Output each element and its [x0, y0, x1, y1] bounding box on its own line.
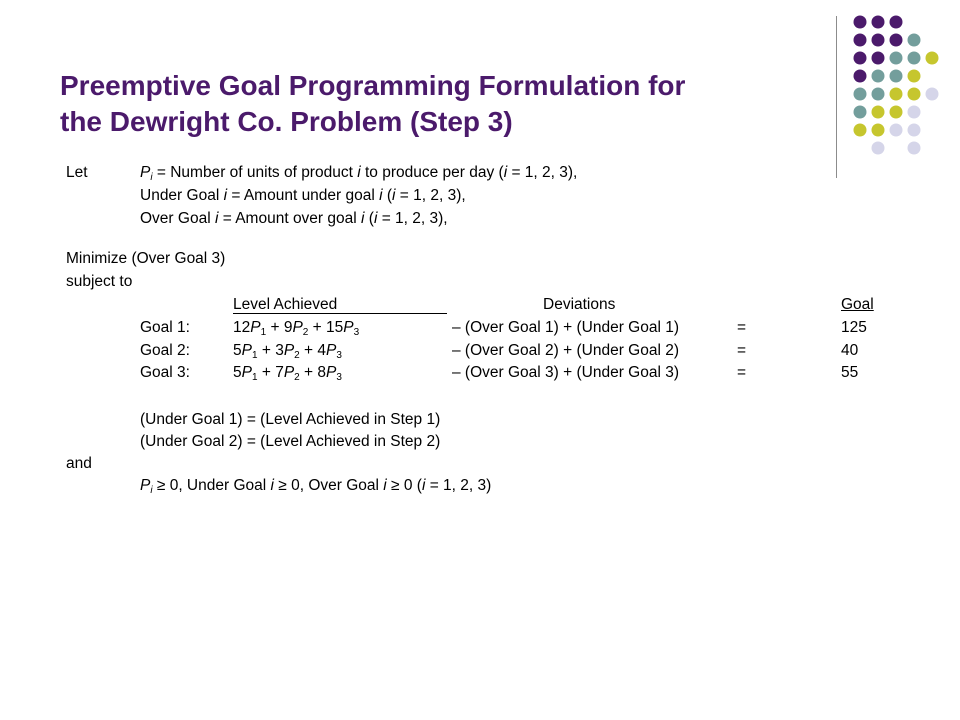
coef: 12: [233, 319, 251, 336]
decorative-dot: [872, 88, 885, 101]
coef: + 9: [266, 319, 293, 336]
coef: + 4: [299, 342, 327, 359]
decorative-dot: [854, 106, 867, 119]
level-achieved-expression: [233, 319, 359, 337]
def-var: i: [373, 210, 378, 227]
def-text: to produce per day (: [360, 164, 504, 181]
def-text: Over Goal: [140, 210, 215, 227]
deviation-expression: – (Over Goal 3) + (Under Goal 3): [452, 364, 679, 381]
deviation-expression: – (Over Goal 2) + (Under Goal 2): [452, 342, 679, 359]
decorative-dot: [854, 34, 867, 47]
var-sub: 2: [302, 327, 309, 338]
decorative-dot: [908, 70, 921, 83]
decorative-dot: [872, 52, 885, 65]
constraint-under-goal-1: (Under Goal 1) = (Level Achieved in Step 1): [140, 411, 441, 428]
nn-text: ≥ 0, Over Goal: [273, 477, 384, 494]
let-label: Let: [66, 164, 88, 181]
var-p: P: [326, 364, 337, 381]
definition-over-goal: [140, 210, 448, 228]
decorative-dot: [890, 88, 903, 101]
nn-var: i: [270, 477, 274, 494]
nonnegativity-constraint: [140, 477, 491, 495]
def-var: i: [357, 164, 361, 181]
objective: Minimize (Over Goal 3): [66, 250, 226, 267]
decorative-dot: [854, 70, 867, 83]
decorative-dot: [872, 70, 885, 83]
def-text: = 1, 2, 3),: [377, 210, 448, 227]
decorative-dot: [926, 88, 939, 101]
equals-sign: =: [737, 342, 747, 359]
definition-product: [140, 164, 577, 182]
decorative-dot: [908, 142, 921, 155]
decorative-dot: [872, 106, 885, 119]
def-var: i: [379, 187, 383, 204]
var-p: P: [250, 319, 261, 336]
slide-title: [60, 68, 820, 140]
nn-var: i: [421, 477, 426, 494]
coef: 5: [233, 342, 242, 359]
goal-value: 55: [841, 364, 859, 381]
decorative-dot: [890, 70, 903, 83]
decorative-dot: [890, 16, 903, 29]
var-p: P: [326, 342, 337, 359]
decorative-dot: [854, 16, 867, 29]
constraint-under-goal-2: (Under Goal 2) = (Level Achieved in Step 2): [140, 433, 441, 450]
def-var: i: [361, 210, 365, 227]
decorative-dot: [908, 34, 921, 47]
decorative-dot: [890, 124, 903, 137]
var-sub: 2: [294, 372, 300, 383]
def-var: P: [140, 164, 151, 181]
nn-text: = 1, 2, 3): [425, 477, 492, 494]
def-var: i: [503, 164, 508, 181]
decorative-dot: [872, 124, 885, 137]
goal-row-label: Goal 3:: [140, 364, 190, 381]
var-p: P: [241, 364, 252, 381]
goal-value: 40: [841, 342, 859, 359]
and-label: and: [66, 455, 92, 472]
decorative-dot: [890, 52, 903, 65]
def-var: i: [392, 187, 396, 204]
coef: 5: [233, 364, 242, 381]
decorative-dot: [854, 88, 867, 101]
level-achieved-expression: [233, 364, 342, 382]
goal-row-label: Goal 2:: [140, 342, 190, 359]
deviation-expression: – (Over Goal 1) + (Under Goal 1): [452, 319, 679, 336]
def-var: i: [223, 187, 228, 204]
decorative-dot: [908, 106, 921, 119]
title-line-1: Preemptive Goal Programming Formulation for: [60, 70, 686, 101]
coef: + 15: [308, 319, 344, 336]
nn-var: P: [140, 477, 151, 494]
decorative-dot: [872, 16, 885, 29]
nn-text: ≥ 0, Under Goal: [152, 477, 271, 494]
coef: + 3: [257, 342, 284, 359]
decorative-divider: [836, 16, 837, 178]
coef: + 7: [257, 364, 284, 381]
header-goal: Goal: [841, 296, 874, 313]
var-sub: 3: [336, 372, 342, 383]
def-text: = Amount over goal: [218, 210, 362, 227]
nn-text: ≥ 0 (: [386, 477, 422, 494]
var-p: P: [343, 319, 354, 336]
header-level-achieved: Level Achieved: [233, 296, 447, 314]
var-sub: 3: [353, 327, 360, 338]
nn-var: i: [383, 477, 387, 494]
coef: + 8: [299, 364, 327, 381]
header-deviations: Deviations: [543, 296, 616, 313]
var-p: P: [283, 364, 295, 381]
decorative-dot: [908, 124, 921, 137]
def-text: = Amount under goal: [227, 187, 380, 204]
var-sub: 2: [294, 350, 300, 361]
decorative-dot: [908, 88, 921, 101]
var-sub: 1: [251, 350, 258, 361]
level-achieved-expression: [233, 342, 342, 360]
def-var: i: [214, 210, 219, 227]
goal-value: 125: [841, 319, 867, 336]
decorative-dot: [872, 34, 885, 47]
def-text: = 1, 2, 3),: [395, 187, 466, 204]
decorative-dot: [926, 52, 939, 65]
var-p: P: [283, 342, 295, 359]
decorative-dot: [908, 52, 921, 65]
def-text: (: [382, 187, 393, 204]
definition-under-goal: [140, 187, 466, 205]
nn-sub: i: [150, 485, 153, 496]
var-p: P: [292, 319, 303, 336]
decorative-dot: [854, 52, 867, 65]
def-sub: i: [150, 172, 153, 183]
decorative-dot: [872, 142, 885, 155]
subject-to-label: subject to: [66, 273, 133, 290]
goal-row-label: Goal 1:: [140, 319, 190, 336]
title-line-2: the Dewright Co. Problem (Step 3): [60, 106, 513, 137]
var-p: P: [241, 342, 252, 359]
def-text: (: [364, 210, 374, 227]
var-sub: 3: [336, 350, 342, 361]
var-sub: 1: [251, 372, 258, 383]
equals-sign: =: [737, 319, 747, 336]
def-text: = Number of units of product: [152, 164, 358, 181]
def-text: = 1, 2, 3),: [507, 164, 578, 181]
decorative-dot: [854, 124, 867, 137]
decorative-dot: [890, 106, 903, 119]
def-text: Under Goal: [140, 187, 224, 204]
equals-sign: =: [737, 364, 747, 381]
decorative-dot: [890, 34, 903, 47]
var-sub: 1: [260, 327, 267, 338]
